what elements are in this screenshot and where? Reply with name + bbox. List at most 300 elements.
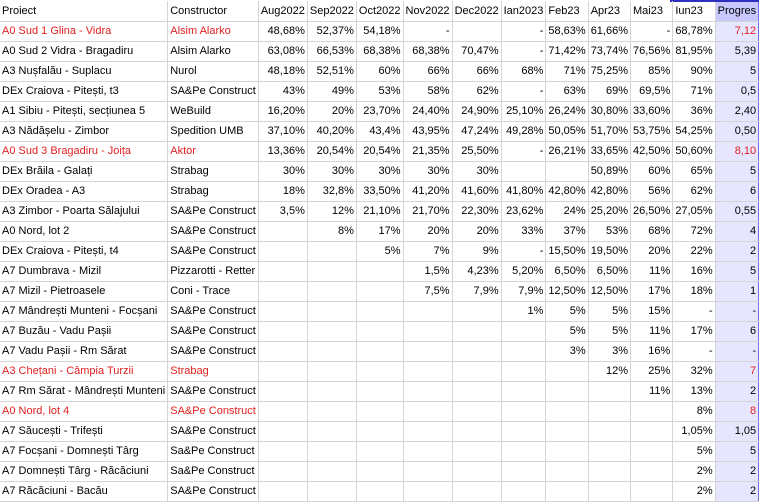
value-cell[interactable]: 18%: [258, 182, 307, 202]
value-cell[interactable]: [501, 162, 546, 182]
constructor-cell[interactable]: Strabag: [168, 162, 259, 182]
value-cell[interactable]: 2: [715, 242, 759, 262]
value-cell[interactable]: 62%: [673, 182, 715, 202]
value-cell[interactable]: 7: [715, 362, 759, 382]
value-cell[interactable]: 8,10: [715, 142, 759, 162]
value-cell[interactable]: 30%: [258, 162, 307, 182]
project-cell[interactable]: A0 Nord, lot 4: [0, 402, 168, 422]
value-cell[interactable]: 12,50%: [588, 282, 630, 302]
column-header[interactable]: Nov2022: [403, 1, 452, 22]
value-cell[interactable]: 43%: [258, 82, 307, 102]
value-cell[interactable]: 50,60%: [673, 142, 715, 162]
value-cell[interactable]: 68,38%: [356, 42, 403, 62]
value-cell[interactable]: 72%: [673, 222, 715, 242]
value-cell[interactable]: 5%: [356, 242, 403, 262]
value-cell[interactable]: 66%: [452, 62, 501, 82]
value-cell[interactable]: 2: [715, 382, 759, 402]
value-cell[interactable]: 16,20%: [258, 102, 307, 122]
value-cell[interactable]: [588, 382, 630, 402]
value-cell[interactable]: 49,28%: [501, 122, 546, 142]
value-cell[interactable]: [258, 462, 307, 482]
value-cell[interactable]: 7%: [403, 242, 452, 262]
value-cell[interactable]: 61,66%: [588, 22, 630, 42]
value-cell[interactable]: 40,20%: [307, 122, 356, 142]
value-cell[interactable]: [356, 442, 403, 462]
value-cell[interactable]: 24,90%: [452, 102, 501, 122]
value-cell[interactable]: [452, 442, 501, 462]
value-cell[interactable]: 66%: [403, 62, 452, 82]
constructor-cell[interactable]: SA&Pe Construct: [168, 382, 259, 402]
value-cell[interactable]: 41,60%: [452, 182, 501, 202]
value-cell[interactable]: [501, 422, 546, 442]
value-cell[interactable]: 32%: [673, 362, 715, 382]
value-cell[interactable]: 85%: [631, 62, 673, 82]
value-cell[interactable]: 5%: [546, 322, 588, 342]
value-cell[interactable]: [356, 362, 403, 382]
value-cell[interactable]: 23,62%: [501, 202, 546, 222]
value-cell[interactable]: [356, 262, 403, 282]
value-cell[interactable]: [403, 482, 452, 502]
constructor-cell[interactable]: Aktor: [168, 142, 259, 162]
value-cell[interactable]: [307, 302, 356, 322]
value-cell[interactable]: [546, 362, 588, 382]
value-cell[interactable]: [403, 362, 452, 382]
value-cell[interactable]: 12%: [588, 362, 630, 382]
value-cell[interactable]: 25,10%: [501, 102, 546, 122]
value-cell[interactable]: 65%: [673, 162, 715, 182]
value-cell[interactable]: [258, 422, 307, 442]
value-cell[interactable]: 53%: [588, 222, 630, 242]
value-cell[interactable]: [452, 362, 501, 382]
column-header[interactable]: Progres: [715, 1, 759, 22]
value-cell[interactable]: 20%: [403, 222, 452, 242]
project-cell[interactable]: A7 Mândrești Munteni - Focșani: [0, 302, 168, 322]
value-cell[interactable]: 41,80%: [501, 182, 546, 202]
value-cell[interactable]: [258, 302, 307, 322]
constructor-cell[interactable]: Nurol: [168, 62, 259, 82]
value-cell[interactable]: [403, 402, 452, 422]
value-cell[interactable]: [356, 482, 403, 502]
value-cell[interactable]: 33,50%: [356, 182, 403, 202]
value-cell[interactable]: 5: [715, 62, 759, 82]
value-cell[interactable]: [546, 402, 588, 422]
value-cell[interactable]: 6: [715, 182, 759, 202]
value-cell[interactable]: [501, 342, 546, 362]
value-cell[interactable]: -: [673, 342, 715, 362]
project-cell[interactable]: A7 Buzău - Vadu Pașii: [0, 322, 168, 342]
value-cell[interactable]: [307, 462, 356, 482]
constructor-cell[interactable]: Pizzarotti - Retter: [168, 262, 259, 282]
value-cell[interactable]: 19,50%: [588, 242, 630, 262]
value-cell[interactable]: [356, 462, 403, 482]
value-cell[interactable]: 22%: [673, 242, 715, 262]
value-cell[interactable]: 50,89%: [588, 162, 630, 182]
value-cell[interactable]: [452, 462, 501, 482]
value-cell[interactable]: 6,50%: [546, 262, 588, 282]
value-cell[interactable]: 20%: [452, 222, 501, 242]
constructor-cell[interactable]: SA&Pe Construct: [168, 202, 259, 222]
value-cell[interactable]: 7,5%: [403, 282, 452, 302]
value-cell[interactable]: [403, 442, 452, 462]
value-cell[interactable]: 5%: [673, 442, 715, 462]
constructor-cell[interactable]: WeBuild: [168, 102, 259, 122]
value-cell[interactable]: 36%: [673, 102, 715, 122]
constructor-cell[interactable]: SA&Pe Construct: [168, 422, 259, 442]
value-cell[interactable]: 30%: [356, 162, 403, 182]
value-cell[interactable]: 5%: [588, 302, 630, 322]
value-cell[interactable]: 7,9%: [452, 282, 501, 302]
value-cell[interactable]: [356, 382, 403, 402]
value-cell[interactable]: 63,08%: [258, 42, 307, 62]
value-cell[interactable]: [452, 402, 501, 422]
value-cell[interactable]: 20,54%: [307, 142, 356, 162]
value-cell[interactable]: [258, 402, 307, 422]
value-cell[interactable]: 2: [715, 482, 759, 502]
value-cell[interactable]: 69%: [588, 82, 630, 102]
value-cell[interactable]: -: [501, 142, 546, 162]
value-cell[interactable]: [356, 302, 403, 322]
constructor-cell[interactable]: Alsim Alarko: [168, 42, 259, 62]
value-cell[interactable]: 12,50%: [546, 282, 588, 302]
value-cell[interactable]: 7,12: [715, 22, 759, 42]
value-cell[interactable]: [546, 382, 588, 402]
value-cell[interactable]: 71%: [546, 62, 588, 82]
value-cell[interactable]: 33,65%: [588, 142, 630, 162]
value-cell[interactable]: 4,23%: [452, 262, 501, 282]
value-cell[interactable]: 6,50%: [588, 262, 630, 282]
value-cell[interactable]: 9%: [452, 242, 501, 262]
value-cell[interactable]: -: [673, 302, 715, 322]
value-cell[interactable]: 52,51%: [307, 62, 356, 82]
value-cell[interactable]: 70,47%: [452, 42, 501, 62]
value-cell[interactable]: -: [501, 82, 546, 102]
constructor-cell[interactable]: SA&Pe Construct: [168, 82, 259, 102]
value-cell[interactable]: 63%: [546, 82, 588, 102]
column-header[interactable]: Proiect: [0, 1, 168, 22]
project-cell[interactable]: A3 Nușfalău - Suplacu: [0, 62, 168, 82]
constructor-cell[interactable]: SA&Pe Construct: [168, 402, 259, 422]
value-cell[interactable]: 48,18%: [258, 62, 307, 82]
value-cell[interactable]: 47,24%: [452, 122, 501, 142]
value-cell[interactable]: [356, 402, 403, 422]
value-cell[interactable]: 30,80%: [588, 102, 630, 122]
value-cell[interactable]: -: [715, 302, 759, 322]
value-cell[interactable]: [452, 22, 501, 42]
value-cell[interactable]: 75,25%: [588, 62, 630, 82]
project-cell[interactable]: A7 Dumbrava - Mizil: [0, 262, 168, 282]
value-cell[interactable]: 62%: [452, 82, 501, 102]
column-header[interactable]: Aug2022: [258, 1, 307, 22]
value-cell[interactable]: [307, 242, 356, 262]
value-cell[interactable]: 60%: [631, 162, 673, 182]
value-cell[interactable]: [258, 222, 307, 242]
value-cell[interactable]: [307, 362, 356, 382]
value-cell[interactable]: 21,35%: [403, 142, 452, 162]
value-cell[interactable]: 33,60%: [631, 102, 673, 122]
value-cell[interactable]: 0,50: [715, 122, 759, 142]
value-cell[interactable]: 25,50%: [452, 142, 501, 162]
value-cell[interactable]: 37,10%: [258, 122, 307, 142]
value-cell[interactable]: [258, 282, 307, 302]
value-cell[interactable]: 26,50%: [631, 202, 673, 222]
value-cell[interactable]: 26,21%: [546, 142, 588, 162]
project-cell[interactable]: A7 Săucești - Trifești: [0, 422, 168, 442]
value-cell[interactable]: 17%: [356, 222, 403, 242]
value-cell[interactable]: [307, 342, 356, 362]
value-cell[interactable]: [258, 362, 307, 382]
value-cell[interactable]: [307, 422, 356, 442]
value-cell[interactable]: 51,70%: [588, 122, 630, 142]
value-cell[interactable]: 5,20%: [501, 262, 546, 282]
value-cell[interactable]: 25,20%: [588, 202, 630, 222]
value-cell[interactable]: 37%: [546, 222, 588, 242]
value-cell[interactable]: 8%: [673, 402, 715, 422]
value-cell[interactable]: 30%: [403, 162, 452, 182]
column-header[interactable]: Oct2022: [356, 1, 403, 22]
value-cell[interactable]: -: [501, 42, 546, 62]
value-cell[interactable]: [403, 462, 452, 482]
value-cell[interactable]: [307, 482, 356, 502]
value-cell[interactable]: [588, 442, 630, 462]
value-cell[interactable]: [501, 362, 546, 382]
project-cell[interactable]: A0 Sud 3 Bragadiru - Joița: [0, 142, 168, 162]
project-cell[interactable]: A0 Nord, lot 2: [0, 222, 168, 242]
project-cell[interactable]: A1 Sibiu - Pitești, secțiunea 5: [0, 102, 168, 122]
constructor-cell[interactable]: Spedition UMB: [168, 122, 259, 142]
value-cell[interactable]: [403, 382, 452, 402]
project-cell[interactable]: DEx Brăila - Galați: [0, 162, 168, 182]
value-cell[interactable]: 27,05%: [673, 202, 715, 222]
value-cell[interactable]: [403, 342, 452, 362]
value-cell[interactable]: 4: [715, 222, 759, 242]
value-cell[interactable]: 60%: [356, 62, 403, 82]
value-cell[interactable]: [631, 402, 673, 422]
value-cell[interactable]: 53%: [356, 82, 403, 102]
value-cell[interactable]: [546, 482, 588, 502]
value-cell[interactable]: 7,9%: [501, 282, 546, 302]
value-cell[interactable]: 76,56%: [631, 42, 673, 62]
value-cell[interactable]: 42,50%: [631, 142, 673, 162]
value-cell[interactable]: -: [403, 22, 452, 42]
value-cell[interactable]: 32,8%: [307, 182, 356, 202]
value-cell[interactable]: -: [501, 242, 546, 262]
value-cell[interactable]: 2%: [673, 482, 715, 502]
value-cell[interactable]: 68%: [631, 222, 673, 242]
value-cell[interactable]: 69,5%: [631, 82, 673, 102]
value-cell[interactable]: [588, 402, 630, 422]
project-cell[interactable]: A0 Sud 2 Vidra - Bragadiru: [0, 42, 168, 62]
value-cell[interactable]: [501, 382, 546, 402]
value-cell[interactable]: 54,18%: [356, 22, 403, 42]
constructor-cell[interactable]: Alsim Alarko: [168, 22, 259, 42]
value-cell[interactable]: 48,68%: [258, 22, 307, 42]
project-cell[interactable]: DEx Craiova - Pitești, t4: [0, 242, 168, 262]
value-cell[interactable]: 71,42%: [546, 42, 588, 62]
value-cell[interactable]: [631, 462, 673, 482]
value-cell[interactable]: [546, 422, 588, 442]
value-cell[interactable]: [307, 402, 356, 422]
value-cell[interactable]: 2,40: [715, 102, 759, 122]
value-cell[interactable]: [356, 282, 403, 302]
value-cell[interactable]: 0,5: [715, 82, 759, 102]
value-cell[interactable]: 42,80%: [546, 182, 588, 202]
value-cell[interactable]: 16%: [631, 342, 673, 362]
value-cell[interactable]: [452, 342, 501, 362]
constructor-cell[interactable]: Coni - Trace: [168, 282, 259, 302]
project-cell[interactable]: A3 Nădășelu - Zimbor: [0, 122, 168, 142]
value-cell[interactable]: 21,10%: [356, 202, 403, 222]
value-cell[interactable]: [258, 382, 307, 402]
value-cell[interactable]: 5: [715, 442, 759, 462]
value-cell[interactable]: 26,24%: [546, 102, 588, 122]
value-cell[interactable]: [631, 442, 673, 462]
value-cell[interactable]: 17%: [631, 282, 673, 302]
value-cell[interactable]: [501, 442, 546, 462]
project-cell[interactable]: A7 Rm Sărat - Mândrești Munteni: [0, 382, 168, 402]
constructor-cell[interactable]: SA&Pe Construct: [168, 242, 259, 262]
value-cell[interactable]: [258, 482, 307, 502]
value-cell[interactable]: [546, 462, 588, 482]
value-cell[interactable]: [258, 342, 307, 362]
value-cell[interactable]: [452, 422, 501, 442]
value-cell[interactable]: 68,78%: [673, 22, 715, 42]
value-cell[interactable]: -: [501, 22, 546, 42]
constructor-cell[interactable]: SA&Pe Construct: [168, 482, 259, 502]
value-cell[interactable]: [258, 242, 307, 262]
project-cell[interactable]: A7 Domnești Târg - Răcăciuni: [0, 462, 168, 482]
value-cell[interactable]: 42,80%: [588, 182, 630, 202]
value-cell[interactable]: 30%: [307, 162, 356, 182]
value-cell[interactable]: 5%: [546, 302, 588, 322]
value-cell[interactable]: [307, 262, 356, 282]
constructor-cell[interactable]: Sa&Pe Construct: [168, 442, 259, 462]
value-cell[interactable]: [452, 382, 501, 402]
value-cell[interactable]: 20%: [631, 242, 673, 262]
value-cell[interactable]: -: [715, 342, 759, 362]
value-cell[interactable]: [588, 422, 630, 442]
value-cell[interactable]: 20,54%: [356, 142, 403, 162]
value-cell[interactable]: 13,36%: [258, 142, 307, 162]
value-cell[interactable]: [501, 482, 546, 502]
column-header[interactable]: Dec2022: [452, 1, 501, 22]
value-cell[interactable]: 2%: [673, 462, 715, 482]
constructor-cell[interactable]: Sa&Pe Construct: [168, 462, 259, 482]
value-cell[interactable]: 68%: [501, 62, 546, 82]
value-cell[interactable]: 43,4%: [356, 122, 403, 142]
value-cell[interactable]: 71%: [673, 82, 715, 102]
value-cell[interactable]: 3%: [546, 342, 588, 362]
value-cell[interactable]: 53,75%: [631, 122, 673, 142]
value-cell[interactable]: [258, 262, 307, 282]
value-cell[interactable]: 15,50%: [546, 242, 588, 262]
value-cell[interactable]: 11%: [631, 322, 673, 342]
value-cell[interactable]: 2: [715, 462, 759, 482]
value-cell[interactable]: 1,5%: [403, 262, 452, 282]
value-cell[interactable]: 68,38%: [403, 42, 452, 62]
value-cell[interactable]: [258, 322, 307, 342]
value-cell[interactable]: 58,63%: [546, 22, 588, 42]
constructor-cell[interactable]: Strabag: [168, 182, 259, 202]
value-cell[interactable]: 24%: [546, 202, 588, 222]
column-header[interactable]: Apr23: [588, 1, 630, 22]
value-cell[interactable]: 58%: [403, 82, 452, 102]
column-header[interactable]: Iun23: [673, 1, 715, 22]
value-cell[interactable]: 20%: [307, 102, 356, 122]
value-cell[interactable]: 13%: [673, 382, 715, 402]
value-cell[interactable]: [452, 322, 501, 342]
value-cell[interactable]: 0,55: [715, 202, 759, 222]
value-cell[interactable]: 22,30%: [452, 202, 501, 222]
value-cell[interactable]: [452, 302, 501, 322]
value-cell[interactable]: 8%: [307, 222, 356, 242]
value-cell[interactable]: 50,05%: [546, 122, 588, 142]
project-cell[interactable]: A7 Răcăciuni - Bacău: [0, 482, 168, 502]
value-cell[interactable]: 25%: [631, 362, 673, 382]
value-cell[interactable]: 90%: [673, 62, 715, 82]
value-cell[interactable]: [258, 442, 307, 462]
value-cell[interactable]: 1,05: [715, 422, 759, 442]
value-cell[interactable]: 8: [715, 402, 759, 422]
value-cell[interactable]: -: [631, 22, 673, 42]
value-cell[interactable]: [403, 322, 452, 342]
column-header[interactable]: Ian2023: [501, 1, 546, 22]
column-header[interactable]: Sep2022: [307, 1, 356, 22]
value-cell[interactable]: 41,20%: [403, 182, 452, 202]
value-cell[interactable]: 5: [715, 262, 759, 282]
constructor-cell[interactable]: Strabag: [168, 362, 259, 382]
value-cell[interactable]: [356, 342, 403, 362]
project-cell[interactable]: A7 Vadu Pașii - Rm Sărat: [0, 342, 168, 362]
value-cell[interactable]: [546, 442, 588, 462]
value-cell[interactable]: [403, 422, 452, 442]
value-cell[interactable]: [501, 322, 546, 342]
project-cell[interactable]: DEx Craiova - Pitești, t3: [0, 82, 168, 102]
constructor-cell[interactable]: SA&Pe Construct: [168, 342, 259, 362]
value-cell[interactable]: [588, 462, 630, 482]
value-cell[interactable]: 1: [715, 282, 759, 302]
value-cell[interactable]: 66,53%: [307, 42, 356, 62]
value-cell[interactable]: 52,37%: [307, 22, 356, 42]
project-cell[interactable]: DEx Oradea - A3: [0, 182, 168, 202]
value-cell[interactable]: 49%: [307, 82, 356, 102]
column-header[interactable]: Mai23: [631, 1, 673, 22]
value-cell[interactable]: 1%: [501, 302, 546, 322]
value-cell[interactable]: 5%: [588, 322, 630, 342]
value-cell[interactable]: 43,95%: [403, 122, 452, 142]
project-cell[interactable]: A3 Zimbor - Poarta Sălajului: [0, 202, 168, 222]
value-cell[interactable]: [588, 482, 630, 502]
value-cell[interactable]: [356, 322, 403, 342]
value-cell[interactable]: [356, 422, 403, 442]
value-cell[interactable]: [307, 382, 356, 402]
value-cell[interactable]: 23,70%: [356, 102, 403, 122]
value-cell[interactable]: [307, 282, 356, 302]
column-header[interactable]: Constructor: [168, 1, 259, 22]
value-cell[interactable]: 6: [715, 322, 759, 342]
project-cell[interactable]: A0 Sud 1 Glina - Vidra: [0, 22, 168, 42]
value-cell[interactable]: 16%: [673, 262, 715, 282]
value-cell[interactable]: 54,25%: [673, 122, 715, 142]
value-cell[interactable]: 11%: [631, 262, 673, 282]
value-cell[interactable]: 15%: [631, 302, 673, 322]
value-cell[interactable]: 1,05%: [673, 422, 715, 442]
value-cell[interactable]: [307, 322, 356, 342]
value-cell[interactable]: [403, 302, 452, 322]
project-cell[interactable]: A3 Chețani - Câmpia Turzii: [0, 362, 168, 382]
project-cell[interactable]: A7 Focșani - Domnești Târg: [0, 442, 168, 462]
value-cell[interactable]: [307, 442, 356, 462]
value-cell[interactable]: [501, 402, 546, 422]
